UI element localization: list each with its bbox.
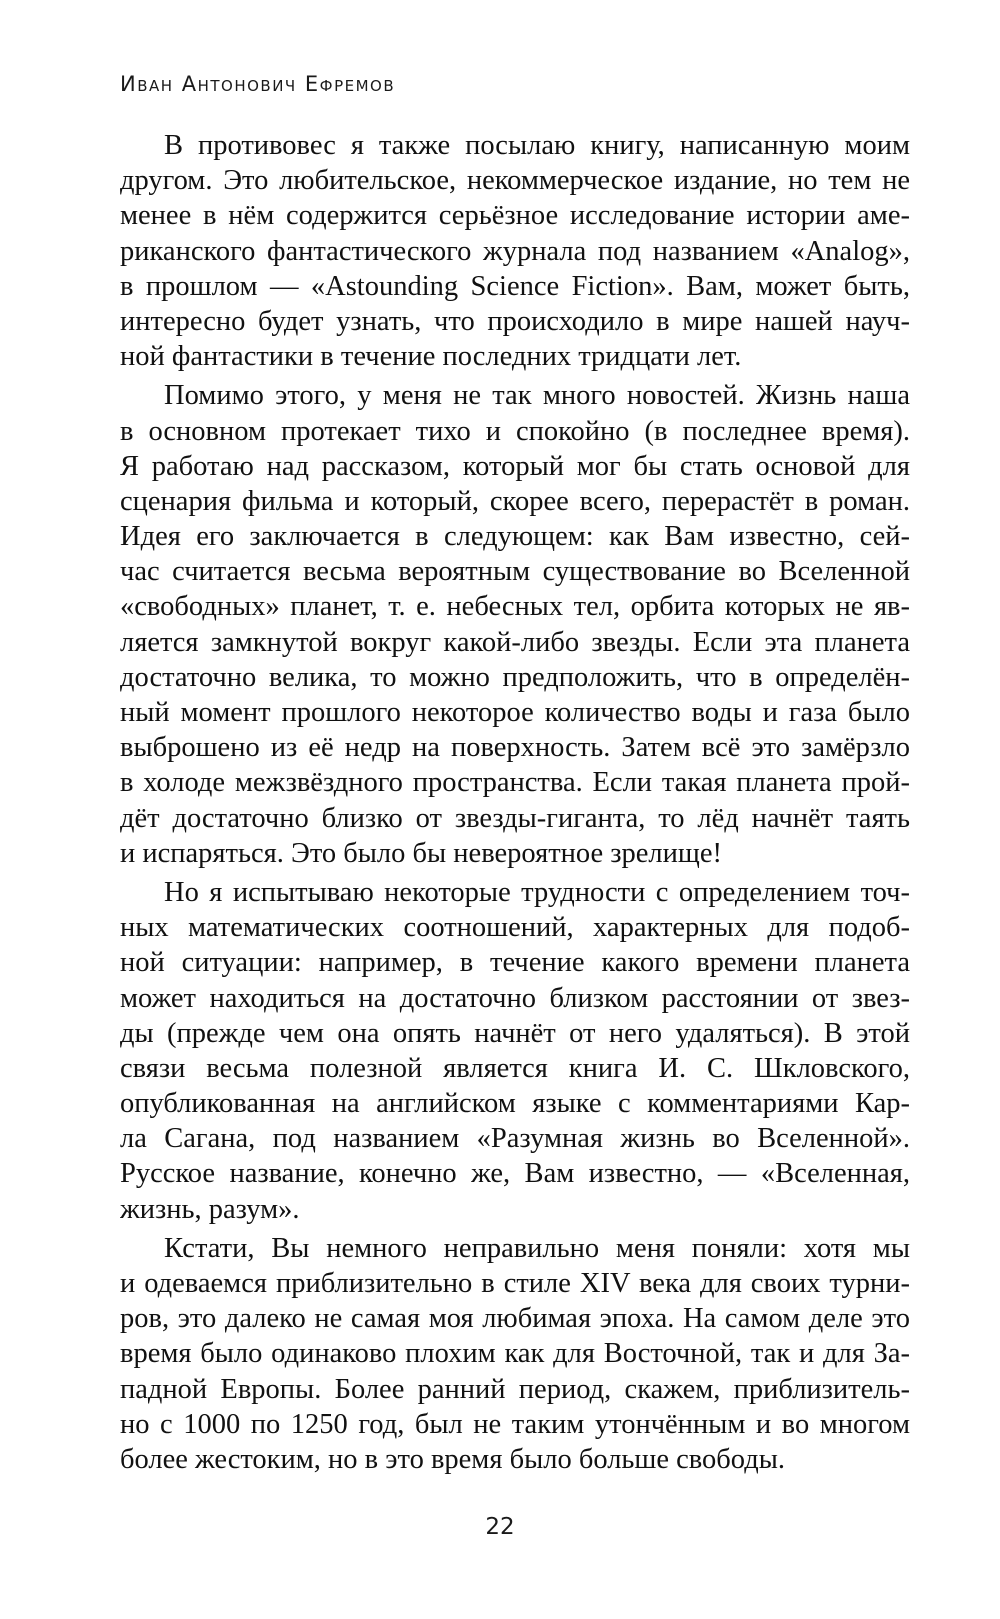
paragraph (120, 128, 910, 374)
paragraph (120, 378, 910, 871)
text-line: дёт достаточно близко от звезды-гиганта, то лёд начнёт таять (120, 802, 910, 834)
body-text (120, 128, 910, 1477)
text-line: Но я испытываю некоторые трудности с определением точ- (164, 876, 910, 908)
text-line: Кстати, Вы немного неправильно меня поняли: хотя мы (164, 1232, 910, 1264)
text-line: и одеваемся приблизительно в стиле XIV века для своих турни- (120, 1268, 910, 1299)
text-line: менее в нём содержится серьёзное исследование истории аме- (120, 200, 910, 232)
text-line: может находиться на достаточно близком расстоянии от звез- (120, 982, 910, 1014)
text-line: связи весьма полезной является книга И. С. Шкловского, (120, 1052, 910, 1084)
text-line: ной ситуации: например, в течение какого времени планета (120, 947, 910, 979)
text-line: В противовес я также посылаю книгу, написанную моим (164, 130, 910, 161)
text-line: в холоде межзвёздного пространства. Если такая планета прой- (120, 767, 910, 799)
text-line: в прошлом — «Astounding Science Fiction». Вам, может быть, (120, 270, 910, 302)
text-line: в основном протекает тихо и спокойно (в последнее время). (120, 415, 910, 447)
text-line: ров, это далеко не самая моя любимая эпоха. На самом деле это (120, 1303, 910, 1335)
text-line: риканского фантастического журнала под названием «Analog», (120, 235, 910, 267)
text-line: интересно будет узнать, что происходило в мире нашей науч- (120, 305, 910, 337)
text-line: Я работаю над рассказом, который мог бы стать основой для (120, 450, 910, 482)
text-line: жизнь, разум». (120, 1193, 300, 1225)
paragraph (120, 1231, 910, 1477)
text-line: и испаряться. Это было бы невероятное зрелище! (120, 837, 722, 869)
text-line: ды (прежде чем она опять начнёт от него удаляться). В этой (120, 1017, 910, 1049)
text-line: ных математических соотношений, характерных для подоб- (120, 912, 910, 944)
text-line: Идея его заключается в следующем: как Вам известно, сей- (120, 521, 910, 553)
text-line: ла Сагана, под названием «Разумная жизнь во Вселенной». (120, 1123, 910, 1155)
text-line: ный момент прошлого некоторое количество воды и газа было (120, 697, 910, 728)
text-line: ной фантастики в течение последних тридцати лет. (120, 341, 742, 373)
text-line: время было одинаково плохим как для Восточной, так и для За- (120, 1338, 910, 1370)
text-line: сценария фильма и который, скорее всего, перерастёт в роман. (120, 485, 910, 517)
text-line: час считается весьма вероятным существование во Вселенной (120, 556, 910, 588)
page-number: 22 (485, 1514, 515, 1540)
text-line: Помимо этого, у меня не так много новостей. Жизнь наша (164, 380, 910, 412)
running-head: Иван Антонович Ефремов (120, 72, 396, 96)
text-line: Русское название, конечно же, Вам известно, — «Вселенная, (120, 1158, 910, 1190)
text-line: достаточно велика, то можно предположить, что в определён- (120, 661, 910, 693)
text-line: ляется замкнутой вокруг какой-либо звезды. Если эта планета (120, 626, 910, 658)
text-line: более жестоким, но в это время было больше свободы. (120, 1443, 786, 1475)
text-line: но с 1000 по 1250 год, был не таким утончённым и во многом (120, 1408, 910, 1440)
text-line: другом. Это любительское, некоммерческое издание, но тем не (120, 165, 910, 197)
text-line: «свободных» планет, т. е. небесных тел, орбита которых не яв- (120, 591, 910, 623)
paragraph (120, 875, 910, 1227)
text-line: выброшено из её недр на поверхность. Затем всё это замёрзло (120, 732, 910, 764)
text-line: опубликованная на английском языке с комментариями Кар- (120, 1088, 910, 1120)
text-line: падной Европы. Более ранний период, скажем, приблизитель- (120, 1373, 910, 1405)
